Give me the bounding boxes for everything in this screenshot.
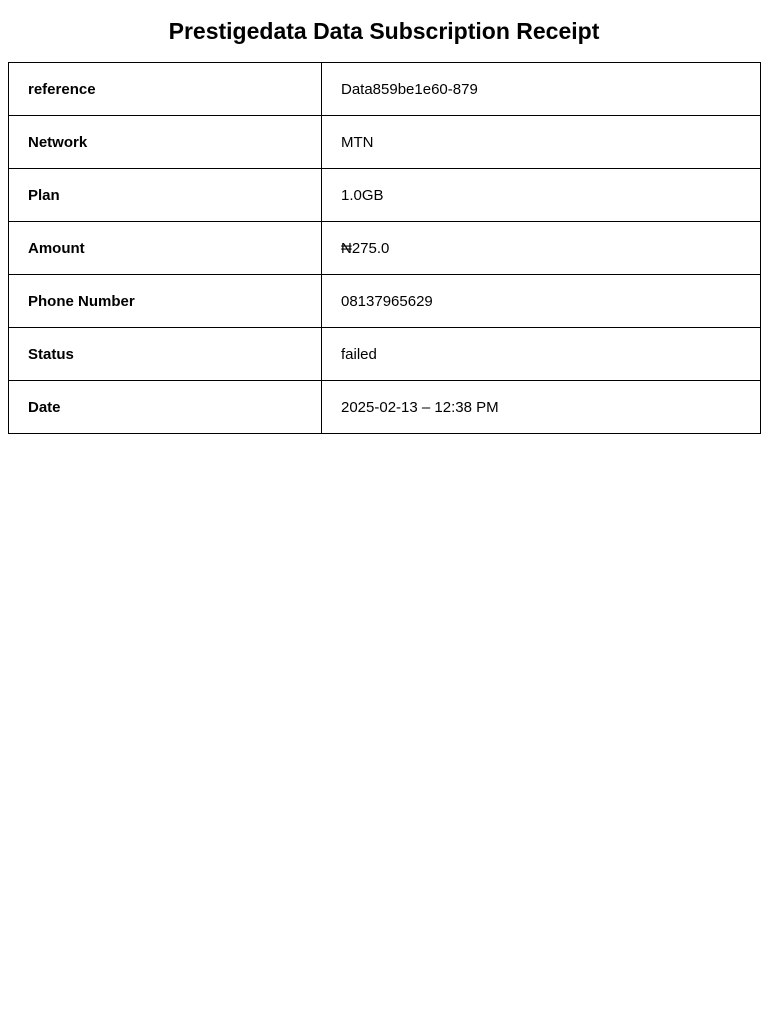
row-value: ₦275.0 — [322, 222, 761, 275]
receipt-table — [8, 62, 761, 434]
row-label: Status — [9, 328, 322, 381]
row-label: Plan — [9, 169, 322, 222]
row-label: Date — [9, 381, 322, 434]
row-value: MTN — [322, 116, 761, 169]
row-label: Phone Number — [9, 275, 322, 328]
row-label: Amount — [9, 222, 322, 275]
row-reference — [9, 63, 761, 116]
row-phone-number — [9, 275, 761, 328]
row-value: 08137965629 — [322, 275, 761, 328]
row-label: Network — [9, 116, 322, 169]
row-network — [9, 116, 761, 169]
row-amount — [9, 222, 761, 275]
row-status — [9, 328, 761, 381]
row-plan — [9, 169, 761, 222]
row-value: Data859be1e60-879 — [322, 63, 761, 116]
page-title: Prestigedata Data Subscription Receipt — [168, 18, 600, 44]
row-date — [9, 381, 761, 434]
row-value: failed — [322, 328, 761, 381]
row-label: reference — [9, 63, 322, 116]
row-value: 2025-02-13 – 12:38 PM — [322, 381, 761, 434]
row-value: 1.0GB — [322, 169, 761, 222]
